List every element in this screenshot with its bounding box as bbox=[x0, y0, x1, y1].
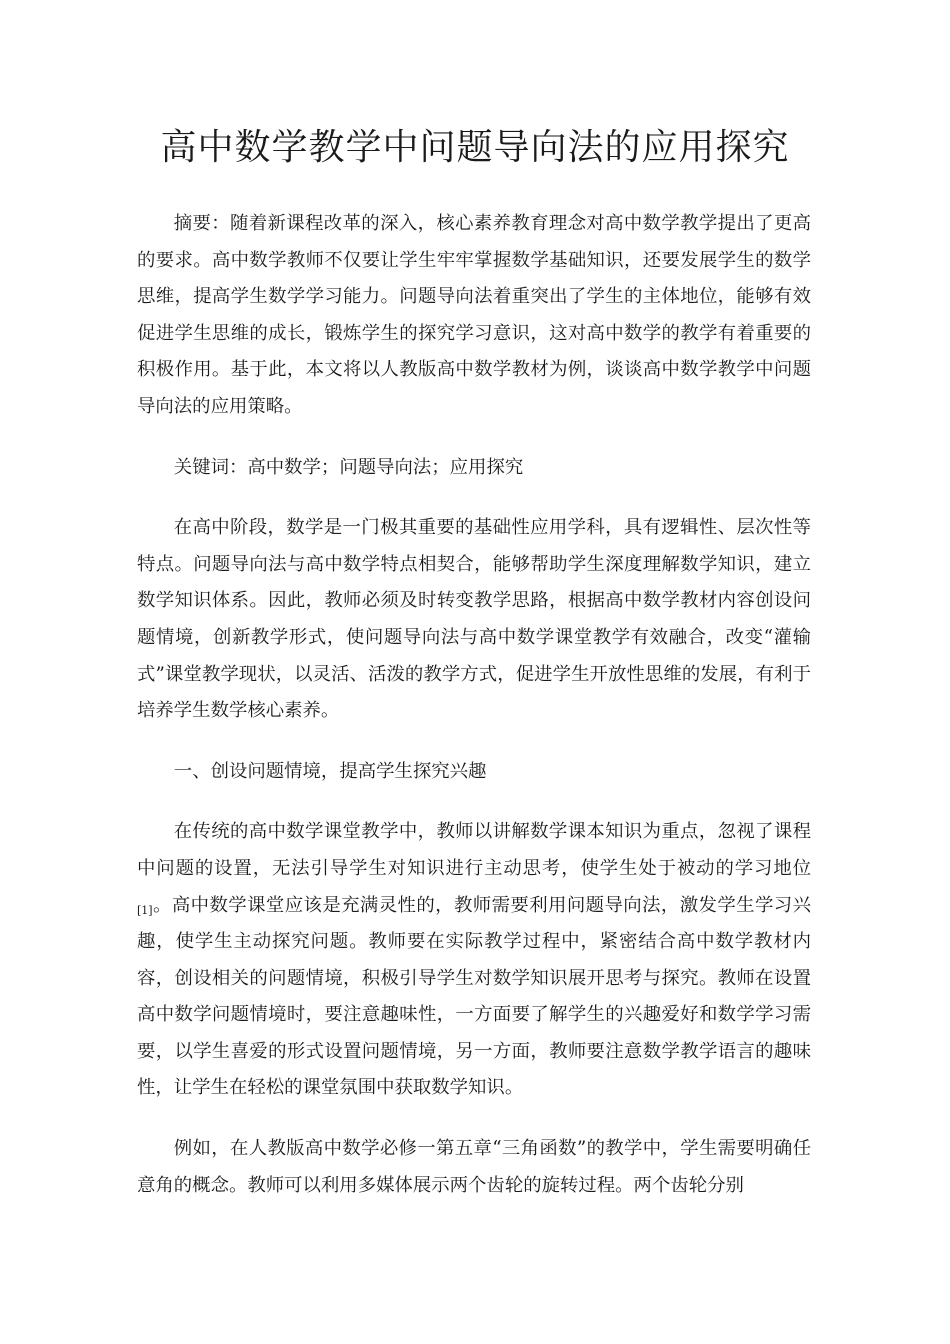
abstract-paragraph: 摘要：随着新课程改革的深入，核心素养教育理念对高中数学教学提出了更高的要求。高中数学教师不仅要让学生牢牢掌握数学基础知识，还要发展学生的数学思维，提高学生数学学习能力。问题导向法着重突出了学生的主体地位，能够有效促进学生思维的成长，锻炼学生的探究学习意识，这对高中数学的教学有着重要的积极作用。基于此，本文将以人教版高中数学教材为例，谈谈高中数学教学中问题导向法的应用策略。 bbox=[137, 213, 811, 417]
section-heading-1: 一、创设问题情境，提高学生探究兴趣 bbox=[173, 760, 487, 782]
section1-paragraph-1 bbox=[137, 814, 811, 1107]
section1-paragraph-2: 例如，在人教版高中数学必修一第五章“三角函数”的教学中，学生需要明确任意角的概念。教师可以利用多媒体展示两个齿轮的旋转过程。两个齿轮分别 bbox=[137, 1138, 811, 1196]
document-body bbox=[137, 200, 811, 1228]
keywords-paragraph: 关键词：高中数学；问题导向法；应用探究 bbox=[173, 456, 524, 478]
citation-ref: [1] bbox=[137, 903, 153, 917]
intro-paragraph: 在高中阶段，数学是一门极其重要的基础性应用学科，具有逻辑性、层次性等特点。问题导向法与高中数学特点相契合，能够帮助学生深度理解数学知识，建立数学知识体系。因此，教师必须及时转变教学思路，根据高中数学教材内容创设问题情境，创新教学形式，使问题导向法与高中数学课堂教学有效融合，改变“灌输式”课堂教学现状，以灵活、活泼的教学方式，促进学生开放性思维的发展，有利于培养学生数学核心素养。 bbox=[137, 517, 811, 722]
section1-p1-text-a: 在传统的高中数学课堂教学中，教师以讲解数学课本知识为重点，忽视了课程中问题的设置，无法引导学生对知识进行主动思考，使学生处于被动的学习地位 bbox=[137, 821, 811, 879]
section1-p1-text-b: 。高中数学课堂应该是充满灵性的，教师需要利用问题导向法，激发学生学习兴趣，使学生主动探究问题。教师要在实际教学过程中，紧密结合高中数学教材内容，创设相关的问题情境，积极引导学生对数学知识展开思考与探究。教师在设置高中数学问题情境时，要注意趣味性，一方面要了解学生的兴趣爱好和数学学习需要，以学生喜爱的形式设置问题情境，另一方面，教师要注意数学教学语言的趣味性，让学生在轻松的课堂氛围中获取数学知识。 bbox=[137, 894, 811, 1099]
document-title: 高中数学教学中问题导向法的应用探究 bbox=[160, 127, 790, 168]
